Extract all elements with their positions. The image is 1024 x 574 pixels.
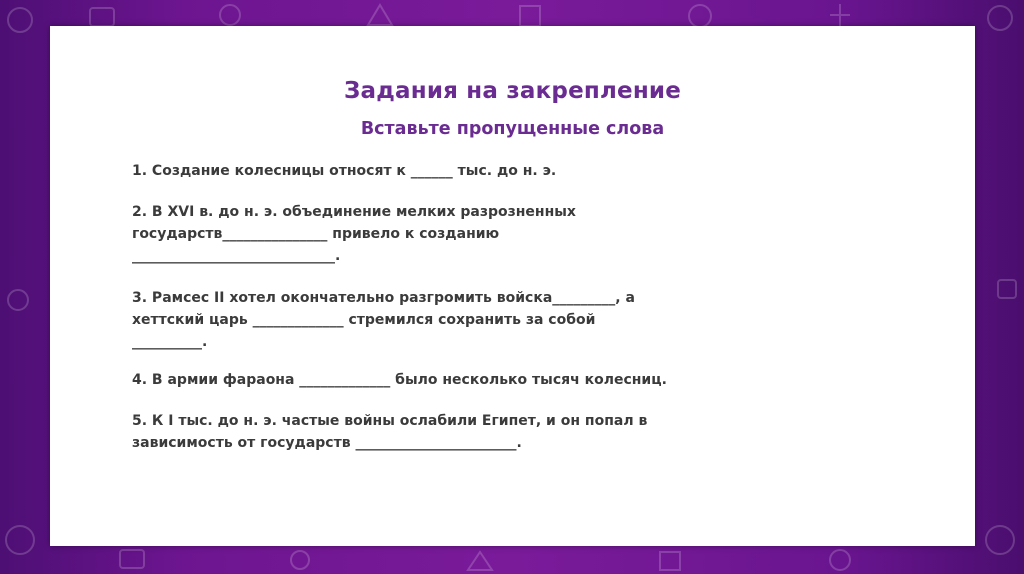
task-item-2: 2. В XVI в. до н. э. объединение мелких разрозненных государств_______________ привело к созданию _____________________________. xyxy=(132,204,576,264)
task-item-4: 4. В армии фараона _____________ было несколько тысяч колесниц. xyxy=(132,372,667,388)
task-item-3: 3. Рамсес II хотел окончательно разгромить войска_________, а хеттский царь _____________ стремился сохранить за собой __________. xyxy=(132,290,635,350)
slide-subtitle: Вставьте пропущенные слова xyxy=(360,119,665,139)
task-item-5: 5. К I тыс. до н. э. частые войны ослабили Египет, и он попал в зависимость от государств _______________________. xyxy=(132,413,648,451)
task-item-1: 1. Создание колесницы относят к ______ тыс. до н. э. xyxy=(132,163,557,179)
slide-title: Задания на закрепление xyxy=(343,78,682,104)
slide-card xyxy=(50,26,975,546)
